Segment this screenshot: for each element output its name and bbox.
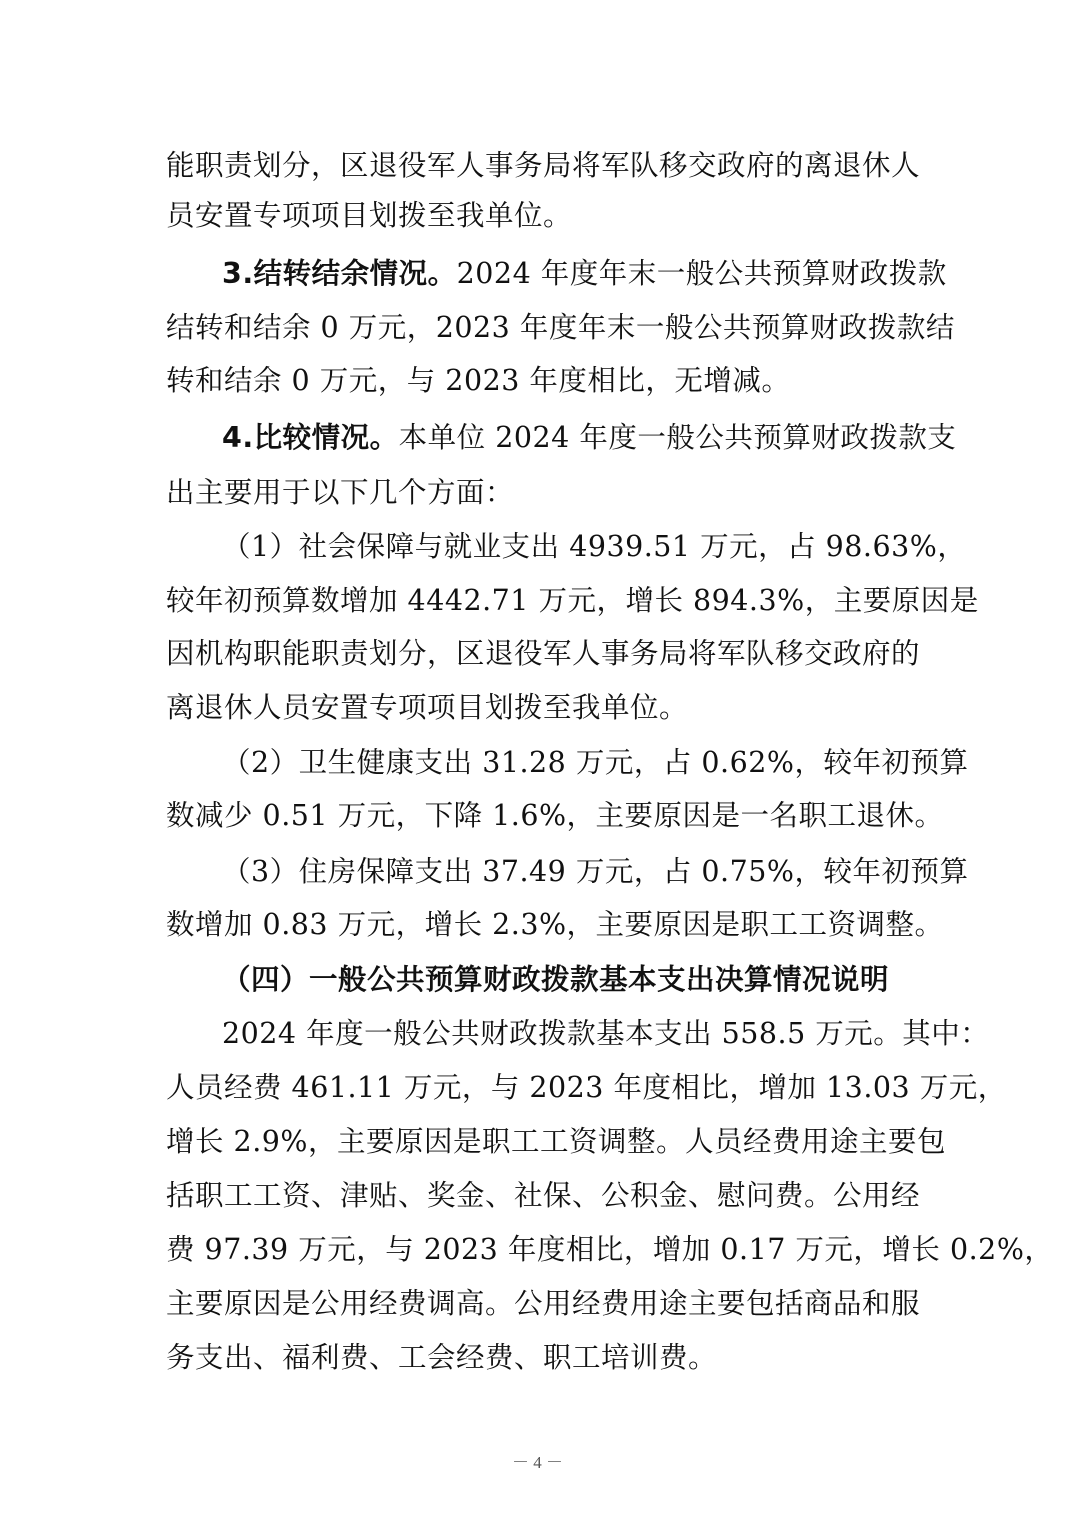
paragraph-line: 因机构职能职责划分，区退役军人事务局将军队移交政府的 [166, 637, 921, 670]
paragraph-line: 转和结余 0 万元，与 2023 年度相比，无增减。 [166, 364, 791, 397]
paragraph-line: 数减少 0.51 万元，下降 1.6%，主要原因是一名职工退休。 [166, 799, 944, 832]
paragraph-line: 能职责划分，区退役军人事务局将军队移交政府的离退休人 [166, 149, 921, 182]
paragraph-line: 出主要用于以下几个方面： [166, 476, 515, 509]
paragraph-text: 本单位 2024 年度一般公共预算财政拨款支 [398, 421, 957, 454]
paragraph-line: 员安置专项项目划拨至我单位。 [166, 199, 573, 232]
paragraph-line: 结转和结余 0 万元，2023 年度年末一般公共预算财政拨款结 [166, 311, 955, 344]
paragraph-line: 务支出、福利费、工会经费、职工培训费。 [166, 1341, 718, 1374]
paragraph-line: 离退休人员安置专项项目划拨至我单位。 [166, 691, 689, 724]
paragraph-line: 人员经费 461.11 万元，与 2023 年度相比，增加 13.03 万元， [166, 1071, 1007, 1104]
paragraph-line: 较年初预算数增加 4442.71 万元，增长 894.3%，主要原因是 [166, 584, 979, 617]
paragraph-line [222, 254, 947, 294]
paragraph-line: 2024 年度一般公共财政拨款基本支出 558.5 万元。其中： [222, 1017, 990, 1050]
paragraph-line: 括职工工资、津贴、奖金、社保、公积金、慰问费。公用经 [166, 1179, 921, 1212]
section-heading: （四）一般公共预算财政拨款基本支出决算情况说明 [222, 963, 890, 996]
paragraph-line: 增长 2.9%，主要原因是职工工资调整。人员经费用途主要包 [166, 1125, 946, 1158]
paragraph-line: 主要原因是公用经费调高。公用经费用途主要包括商品和服 [166, 1287, 921, 1320]
subsection-lead: 3.结转结余情况。 [222, 257, 457, 290]
subsection-lead: 4.比较情况。 [222, 421, 399, 454]
paragraph-line: 费 97.39 万元，与 2023 年度相比，增加 0.17 万元，增长 0.2%， [166, 1233, 1054, 1266]
paragraph-line: （1）社会保障与就业支出 4939.51 万元，占 98.63%， [222, 530, 967, 563]
paragraph-line: 数增加 0.83 万元，增长 2.3%，主要原因是职工工资调整。 [166, 908, 944, 941]
page-number: － 4 － [512, 1453, 563, 1472]
paragraph-text: 2024 年度年末一般公共预算财政拨款 [456, 257, 947, 290]
paragraph-line: （2）卫生健康支出 31.28 万元，占 0.62%，较年初预算 [222, 746, 969, 779]
paragraph-line [222, 418, 957, 458]
paragraph-line: （3）住房保障支出 37.49 万元，占 0.75%，较年初预算 [222, 855, 969, 888]
